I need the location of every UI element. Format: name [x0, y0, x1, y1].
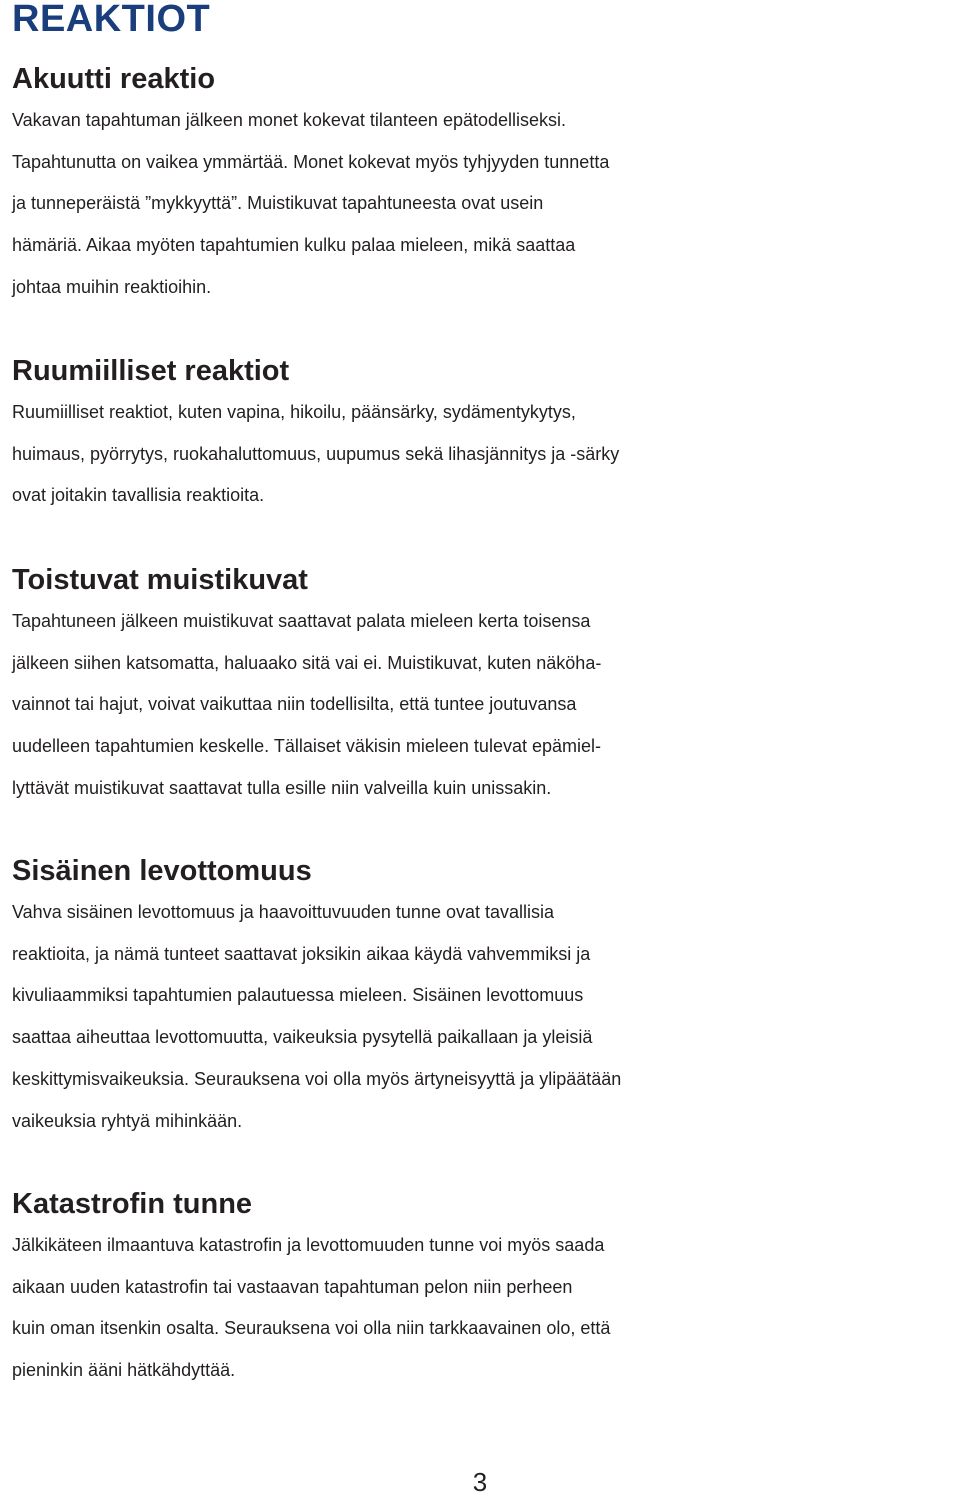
- section-katastrofin-tunne: [12, 1183, 960, 1392]
- body-line: ovat joitakin tavallisia reaktioita.: [12, 485, 265, 506]
- body-line: Ruumiilliset reaktiot, kuten vapina, hikoilu, päänsärky, sydämentykytys,: [12, 402, 576, 422]
- body-line: Tapahtunutta on vaikea ymmärtää. Monet kokevat myös tyhjyyden tunnetta: [12, 151, 610, 172]
- body-line: huimaus, pyörrytys, ruokahaluttomuus, uupumus sekä lihasjännitys ja -särky: [12, 443, 620, 464]
- body-line: Tapahtuneen jälkeen muistikuvat saattavat palata mieleen kerta toisensa: [12, 611, 591, 631]
- body-line: uudelleen tapahtumien keskelle. Tällaiset väkisin mieleen tulevat epämiel-: [12, 736, 601, 757]
- body-line: kuin oman itsenkin osalta. Seurauksena voi olla niin tarkkaavainen olo, että: [12, 1318, 611, 1339]
- section-toistuvat-muistikuvat: [12, 559, 960, 810]
- body-line: keskittymisvaikeuksia. Seurauksena voi olla myös ärtyneisyyttä ja ylipäätään: [12, 1068, 622, 1089]
- section-body: [12, 392, 960, 517]
- body-line: johtaa muihin reaktioihin.: [12, 276, 212, 297]
- section-heading: Toistuvat muistikuvat: [12, 564, 308, 596]
- section-body: [12, 892, 960, 1142]
- page-title: REAKTIOT: [12, 0, 211, 40]
- body-line: ja tunneperäistä ”mykkyyttä”. Muistikuvat tapahtuneesta ovat usein: [12, 193, 544, 214]
- body-line: jälkeen siihen katsomatta, haluaako sitä vai ei. Muistikuvat, kuten näköha-: [12, 652, 602, 673]
- body-line: saattaa aiheuttaa levottomuutta, vaikeuksia pysytellä paikallaan ja yleisiä: [12, 1027, 593, 1048]
- body-line: Jälkikäteen ilmaantuva katastrofin ja levottomuuden tunne voi myös saada: [12, 1235, 605, 1255]
- section-heading: Katastrofin tunne: [12, 1188, 253, 1220]
- section-heading: Sisäinen levottomuus: [12, 855, 312, 887]
- body-line: aikaan uuden katastrofin tai vastaavan tapahtuman pelon niin perheen: [12, 1276, 573, 1297]
- body-line: Vakavan tapahtuman jälkeen monet kokevat tilanteen epätodelliseksi.: [12, 110, 567, 130]
- body-line: vaikeuksia ryhtyä mihinkään.: [12, 1110, 243, 1131]
- body-line: kivuliaammiksi tapahtumien palautuessa mieleen. Sisäinen levottomuus: [12, 985, 584, 1006]
- body-line: Vahva sisäinen levottomuus ja haavoittuvuuden tunne ovat tavallisia: [12, 902, 555, 922]
- section-akuutti-reaktio: [12, 58, 960, 309]
- body-line: hämäriä. Aikaa myöten tapahtumien kulku palaa mieleen, mikä saattaa: [12, 235, 576, 256]
- body-line: pieninkin ääni hätkähdyttää.: [12, 1360, 236, 1381]
- body-line: vainnot tai hajut, voivat vaikuttaa niin todellisilta, että tuntee joutuvansa: [12, 694, 577, 715]
- section-body: [12, 601, 960, 810]
- document-page: [12, 0, 960, 1381]
- section-body: [12, 100, 960, 309]
- page-number: 3: [472, 1467, 488, 1497]
- section-sisainen-levottomuus: [12, 850, 960, 1142]
- body-line: reaktioita, ja nämä tunteet saattavat joksikin aikaa käydä vahvemmiksi ja: [12, 943, 591, 964]
- section-body: [12, 1225, 960, 1392]
- section-ruumiilliset-reaktiot: [12, 350, 960, 517]
- section-heading: Akuutti reaktio: [12, 63, 216, 95]
- section-heading: Ruumiilliset reaktiot: [12, 355, 290, 387]
- body-line: lyttävät muistikuvat saattavat tulla esille niin valveilla kuin unissakin.: [12, 777, 552, 798]
